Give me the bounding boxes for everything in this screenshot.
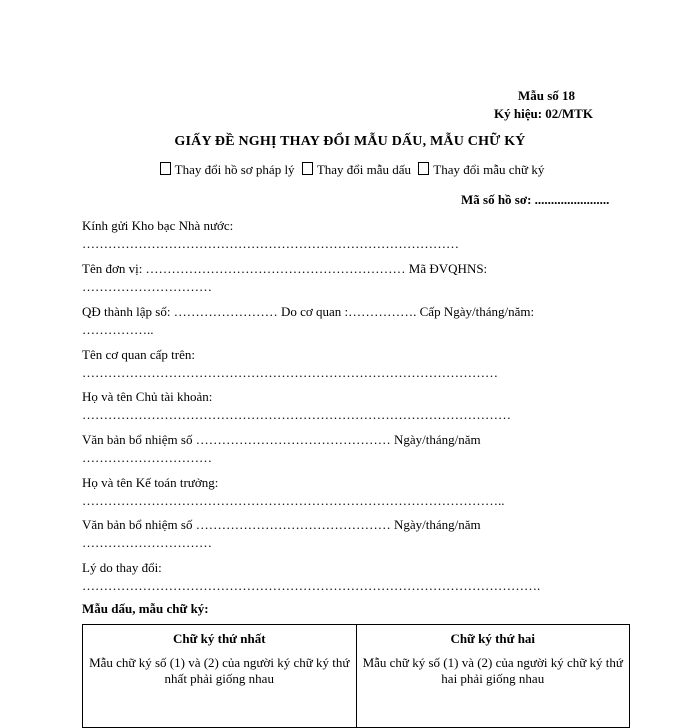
first-signature-cell[interactable]	[83, 625, 357, 728]
accountant-appointment-line[interactable]: Văn bản bổ nhiệm số ……………………………………… Ngày/tháng/năm	[82, 517, 481, 532]
chief-accountant-label: Họ và tên Kế toán trưởng:	[82, 475, 219, 490]
recipient-fill[interactable]: ……………………………………………………………………………	[82, 236, 459, 251]
holder-appointment-date-fill[interactable]: …………………………	[82, 450, 212, 465]
second-signature-cell[interactable]	[356, 625, 630, 728]
option-legal-records-label: Thay đổi hồ sơ pháp lý	[174, 162, 295, 177]
first-signature-desc: Mẫu chữ ký số (1) và (2) của người ký chữ ký thứ nhất phải giống nhau	[89, 655, 350, 686]
option-signature-sample-label: Thay đổi mẫu chữ ký	[433, 162, 545, 177]
checkbox-legal-records[interactable]	[160, 162, 171, 175]
form-symbol: Ký hiệu: 02/MTK	[494, 106, 593, 121]
second-signature-title: Chữ ký thứ hai	[450, 631, 536, 646]
accountant-appointment-date-fill[interactable]: …………………………	[82, 535, 212, 550]
reason-label: Lý do thay đổi:	[82, 560, 162, 575]
superior-agency-fill[interactable]: ……………………………………………………………………………………	[82, 365, 498, 380]
holder-appointment-line[interactable]: Văn bản bổ nhiệm số ……………………………………… Ngày/tháng/năm	[82, 432, 481, 447]
unit-name-line[interactable]: Tên đơn vị: …………………………………………………… Mã ĐVQHNS:	[82, 261, 488, 276]
chief-accountant-fill[interactable]: ……………………………………………………………………………………..	[82, 493, 505, 508]
form-number: Mẫu số 18	[518, 88, 576, 103]
first-signature-title: Chữ ký thứ nhất	[172, 631, 266, 646]
option-seal-sample-label: Thay đổi mẫu dấu	[316, 162, 412, 177]
decision-line[interactable]: QĐ thành lập số: …………………… Do cơ quan :……………. Cấp Ngày/tháng/năm:	[82, 304, 535, 319]
dossier-code: Mã số hồ sơ: .......................	[461, 192, 610, 207]
account-holder-fill[interactable]: ………………………………………………………………………………………	[82, 407, 511, 422]
checkbox-seal-sample[interactable]	[302, 162, 313, 175]
checkbox-signature-sample[interactable]	[418, 162, 429, 175]
recipient-label: Kính gửi Kho bạc Nhà nước:	[82, 218, 234, 233]
samples-heading: Mẫu dấu, mẫu chữ ký:	[82, 601, 209, 616]
unit-code-fill[interactable]: …………………………	[82, 279, 212, 294]
superior-agency-label: Tên cơ quan cấp trên:	[82, 347, 195, 362]
account-holder-label: Họ và tên Chủ tài khoản:	[82, 389, 213, 404]
document-title: GIẤY ĐỀ NGHỊ THAY ĐỔI MẪU DẤU, MẪU CHỮ KÝ	[174, 134, 526, 149]
change-options	[0, 162, 700, 178]
signature-table	[82, 624, 630, 728]
reason-fill[interactable]: …………………………………………………………………………………………….	[82, 578, 541, 593]
decision-date-fill[interactable]: ……………..	[82, 322, 154, 337]
second-signature-desc: Mẫu chữ ký số (1) và (2) của người ký chữ ký thứ hai phải giống nhau	[362, 655, 623, 686]
